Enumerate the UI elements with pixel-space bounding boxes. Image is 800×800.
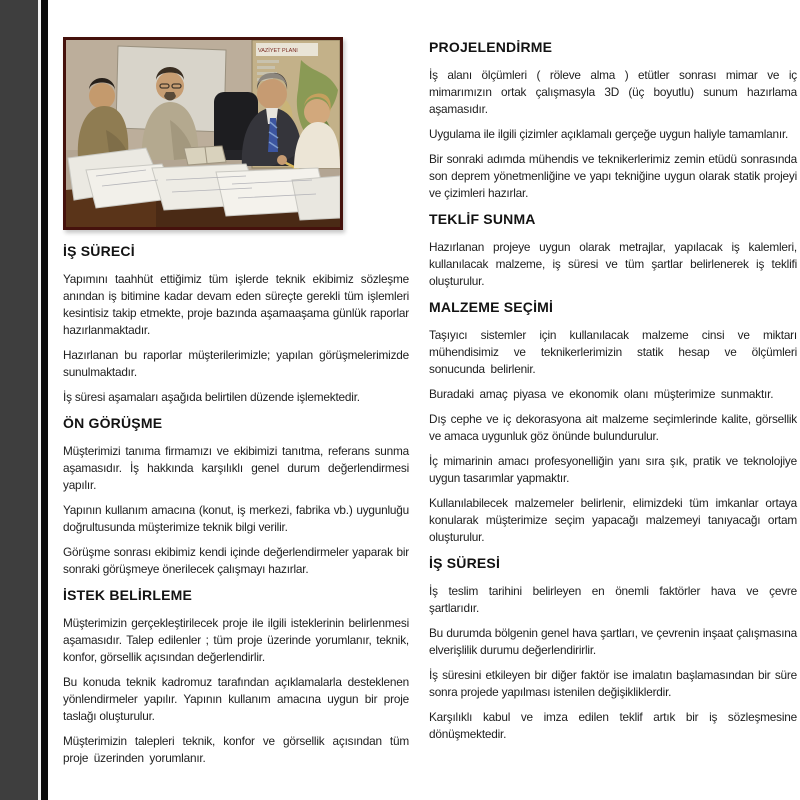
section-heading-projelendirme: PROJELENDİRME	[429, 39, 553, 55]
section-heading-istek-belirleme: İSTEK BELİRLEME	[63, 587, 193, 603]
paragraph: Müşterimizin talepleri teknik, konfor ve görsellik açısından tüm proje üzerinden yorumlanır.	[63, 734, 409, 765]
paragraph: İş süresini etkileyen bir diğer faktör ise imalatın başlamasından bir süre sonra projede yapılması istenilen değişikliklerdir.	[429, 668, 797, 699]
section-heading-is-suresi: İŞ SÜRESİ	[429, 555, 501, 571]
paragraph: İş teslim tarihini belirleyen en önemli faktörler hava ve çevre şartlarıdır.	[429, 584, 797, 615]
paragraph: Yapımını taahhüt ettiğimiz tüm işlerde teknik ekibimiz sözleşme anından iş bitimine kadar devam eden süreçte gerekli tüm işlemleri kesintisiz takip etmekte, proje bazında aşamaaşama günlük raporlar hazırlanmaktadır.	[63, 272, 409, 337]
paragraph: Bir sonraki adımda mühendis ve teknikerlerimiz zemin etüdü sonrasında son deprem yönetmenliğine ve yapı tekniğine uygun olarak statik projeyi ve çizimleri hazırlar.	[429, 152, 797, 200]
paragraph: Müşterimizi tanıma firmamızı ve ekibimizi tanıtma, referans sunma aşamasıdır. İş hakkında karşılıklı genel durum değerlendirmesi yapılır.	[63, 444, 409, 492]
paragraph: Müşterimizin gerçekleştirilecek proje ile ilgili isteklerinin belirlenmesi aşamasıdır. Talep edilenler ; tüm proje üzerinde yorumlanır, teknik, konfor, görsellik açısından değerlendirlir.	[63, 616, 409, 664]
paragraph: Görüşme sonrası ekibimiz kendi içinde değerlendirmeler yaparak bir sonraki görüşmeye önerilecek çalışmayı hazırlar.	[63, 545, 409, 576]
paragraph: Bu durumda bölgenin genel hava şartları, ve çevrenin inşaat çalışmasına elverişlilik durumu değerlendirirlir.	[429, 626, 797, 657]
paragraph: Dış cephe ve iç dekorasyona ait malzeme seçimlerinde kalite, görsellik ve amaca uygunluk göz önünde bulundurulur.	[429, 412, 797, 443]
paragraph: Hazırlanan projeye uygun olarak metrajlar, yapılacak iş kalemleri, kullanılacak malzeme, iş süresi ve tüm şartlar belirlenerek iş teklifi oluşturulur.	[429, 240, 797, 288]
section-heading-malzeme-secimi: MALZEME SEÇİMİ	[429, 299, 554, 315]
paragraph: Karşılıklı kabul ve imza edilen teklif artık bir iş sözleşmesine dönüşmektedir.	[429, 710, 797, 741]
section-heading-is-sureci: İŞ SÜRECİ	[63, 243, 135, 259]
paragraph: Buradaki amaç piyasa ve ekonomik olanı müşterimize sunmaktır.	[429, 387, 774, 401]
paragraph: İş süresi aşamaları aşağıda belirtilen düzende işlemektedir.	[63, 390, 360, 404]
team-photo-illustration	[66, 40, 340, 227]
paragraph: Yapının kullanım amacına (konut, iş merkezi, fabrika vb.) uygunluğu doğrultusunda müşterimize teknik bilgi verilir.	[63, 503, 409, 534]
paragraph: İç mimarinin amacı profesyonelliğin yanı sıra şık, pratik ve teknolojiye uygun tasarımlar yapmaktır.	[429, 454, 797, 485]
left-column	[63, 0, 409, 775]
paragraph: Hazırlanan bu raporlar müşterilerimizle; yapılan görüşmelerimizde sunulmaktadır.	[63, 348, 409, 379]
section-heading-on-gorusme: ÖN GÖRÜŞME	[63, 415, 163, 431]
sidebar-gray-bar	[0, 0, 38, 800]
paragraph: Bu konuda teknik kadromuz tarafından açıklamalarla desteklenen yönlendirmeler yapılır. Yapının kullanım amacına uygun bir proje taslağı oluşturulur.	[63, 675, 409, 723]
right-column	[429, 0, 797, 751]
section-heading-teklif-sunma: TEKLİF SUNMA	[429, 211, 536, 227]
map-title-label: VAZİYET PLANI	[258, 48, 298, 54]
paragraph: Uygulama ile ilgili çizimler açıklamalı gerçeğe uygun haliyle tamamlanır.	[429, 127, 789, 141]
paragraph: İş alanı ölçümleri ( röleve alma ) etütler sonrası mimar ve iç mimarımızın ortak çalışmasyla 3D (üç boyutlu) sunum hazırlama aşamasıdır.	[429, 68, 797, 116]
paragraph: Taşıyıcı sistemler için kullanılacak malzeme cinsi ve miktarı mühendisimiz ve teknikerlerimizin statik hesap ve ölçümleri sonucunda belirlenir.	[429, 328, 797, 376]
team-photo	[63, 37, 343, 230]
sidebar-black-bar	[41, 0, 48, 800]
paragraph: Kullanılabilecek malzemeler belirlenir, elimizdeki tüm imkanlar ortaya konularak müşterimize seçim yapacağı malzemeyi tanıyacağı ortam oluşturulur.	[429, 496, 797, 544]
